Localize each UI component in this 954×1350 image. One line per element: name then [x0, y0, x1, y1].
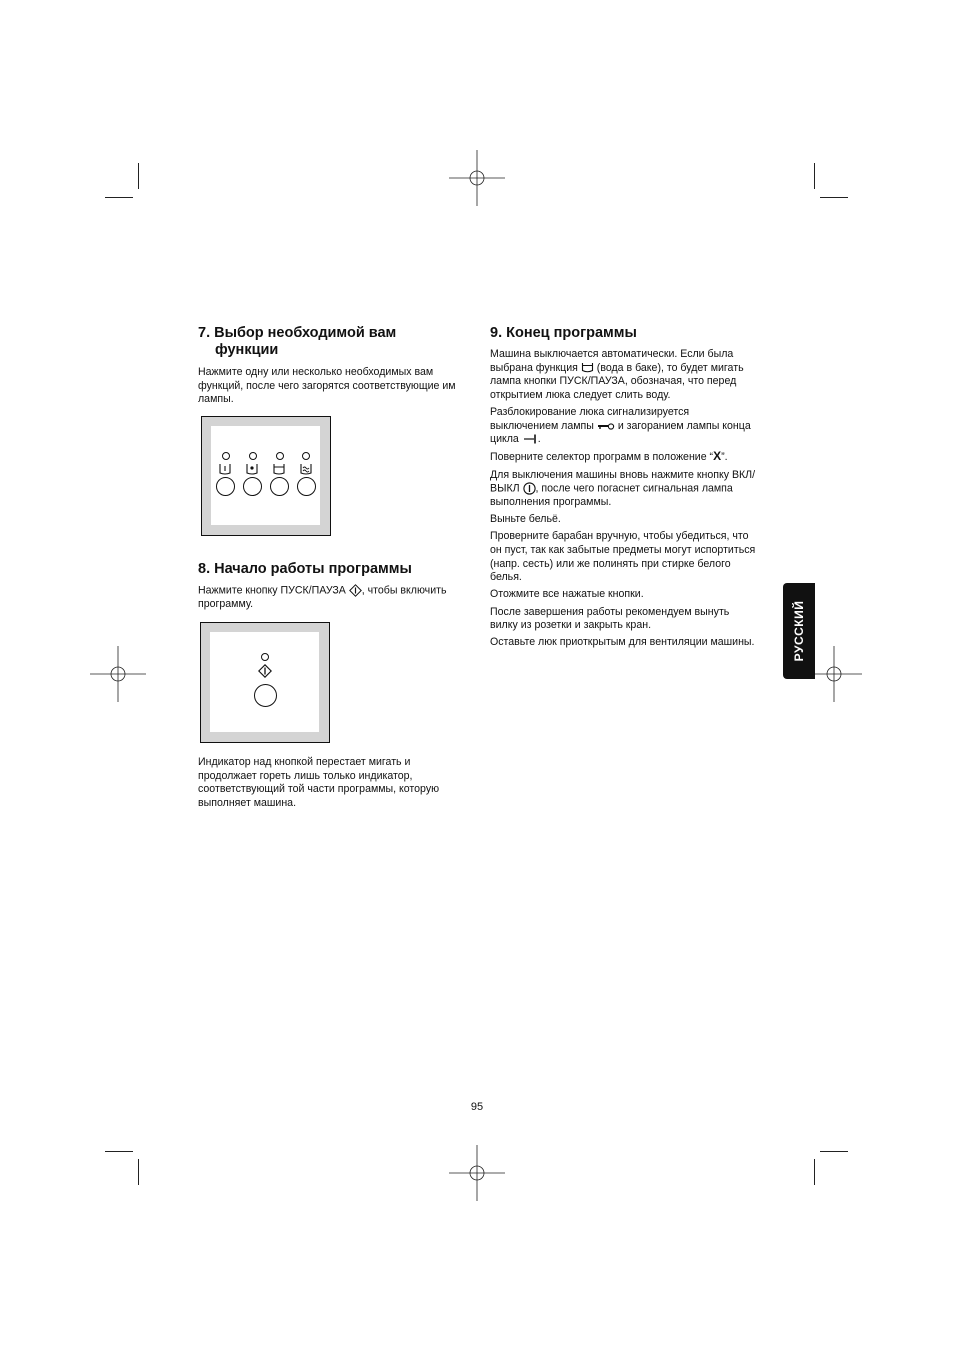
section-9-title: 9. Конец программы [490, 325, 637, 341]
registration-mark-icon [90, 646, 146, 702]
function-button-3[interactable] [270, 477, 289, 496]
text: ”. [721, 451, 728, 464]
section-8-after-panel-text: Индикатор над кнопкой перестает мигать и продолжает гореть лишь только индикатор, соответствующий той части программы, которую выполняет машина. [198, 756, 440, 809]
text: Машина выключается автоматически. Если была выбрана функция [490, 348, 734, 374]
start-pause-icon [349, 584, 362, 597]
page-number: 95 [470, 1101, 484, 1113]
text: и загоранием лампы конца цикла [490, 419, 751, 446]
crop-mark [820, 197, 848, 198]
section-7-body: Нажмите одну или несколько необходимых вам функций, после чего загорятся соответствующие им лампы. [198, 366, 456, 406]
section-9-paragraph-6: Проверните барабан вручную, чтобы убедиться, что он пуст, так как забытые предметы могут испортиться (напр. сесть) или же полинять при стирке белого белья. [490, 530, 756, 584]
text: Для выключения машины вновь нажмите кнопку ВКЛ/ВЫКЛ [490, 468, 756, 495]
door-lock-key-icon [597, 421, 615, 431]
section-8 [198, 561, 470, 611]
section-7-title-line2: функции [215, 342, 279, 358]
function-button-4[interactable] [297, 477, 316, 496]
text: Разблокирование люка сигнализируется выключением лампы [490, 405, 690, 432]
water-in-tub-icon [581, 362, 594, 373]
start-pause-lamp [261, 653, 269, 661]
section-9-paragraph-7: Отожмите все нажатые кнопки. [490, 588, 644, 601]
section-9-paragraph-9: Оставьте люк приоткрытым для вентиляции машины. [490, 636, 755, 649]
start-pause-button[interactable] [254, 684, 277, 707]
function-button-1[interactable] [216, 477, 235, 496]
function-buttons-panel [201, 416, 331, 536]
section-7 [198, 325, 470, 407]
panel-inner [210, 632, 319, 732]
text: (вода в баке), то будет мигать лампа кнопки ПУСК/ПАУЗА, обозначая, что перед открытием люка следует слить воду. [490, 361, 744, 401]
section-9-paragraph-3 [490, 450, 756, 465]
section-9 [490, 325, 756, 654]
crop-mark [814, 163, 815, 189]
section-8-body-text: Нажмите кнопку ПУСК/ПАУЗА [198, 584, 346, 597]
on-off-icon [523, 482, 536, 495]
section-9-paragraph-4 [490, 469, 756, 510]
rinse-hold-icon [272, 463, 286, 475]
registration-mark-icon [449, 150, 505, 206]
text: Поверните селектор программ в положение “ [490, 451, 714, 464]
water-in-tub-icon [218, 463, 232, 475]
registration-mark-icon [449, 1145, 505, 1201]
text: , после чего погаснет сигнальная лампа выполнения программы. [490, 482, 733, 509]
crop-mark [820, 1151, 848, 1152]
intensive-wash-icon [299, 463, 313, 475]
quick-wash-icon [245, 463, 259, 475]
indicator-lamp [222, 452, 230, 460]
text: . [537, 433, 541, 446]
indicator-lamp [302, 452, 310, 460]
function-button-2[interactable] [243, 477, 262, 496]
off-position-symbol: X [713, 449, 722, 464]
section-8-title: 8. Начало работы программы [198, 561, 412, 577]
panel-inner [211, 426, 320, 525]
crop-mark [105, 1151, 133, 1152]
crop-mark [138, 163, 139, 189]
language-tab [783, 583, 815, 679]
crop-mark [814, 1159, 815, 1185]
section-8-note [198, 756, 470, 810]
section-9-paragraph-2 [490, 406, 756, 447]
section-7-title [198, 325, 470, 359]
start-pause-panel [200, 622, 330, 743]
section-8-body-text-2: , чтобы включить программу. [198, 584, 447, 610]
end-of-cycle-icon [522, 434, 538, 444]
crop-mark [138, 1159, 139, 1185]
section-8-body [198, 584, 470, 611]
section-9-paragraph-1 [490, 348, 756, 402]
section-7-title-line1: 7. Выбор необходимой вам [198, 325, 397, 341]
indicator-lamp [276, 452, 284, 460]
start-pause-icon [258, 664, 272, 678]
language-tab-label: РУССКИЙ [792, 600, 806, 662]
section-9-paragraph-8: После завершения работы рекомендуем вынуть вилку из розетки и закрыть кран. [490, 605, 730, 632]
crop-mark [105, 197, 133, 198]
indicator-lamp [249, 452, 257, 460]
section-9-paragraph-5: Выньте бельё. [490, 513, 561, 526]
